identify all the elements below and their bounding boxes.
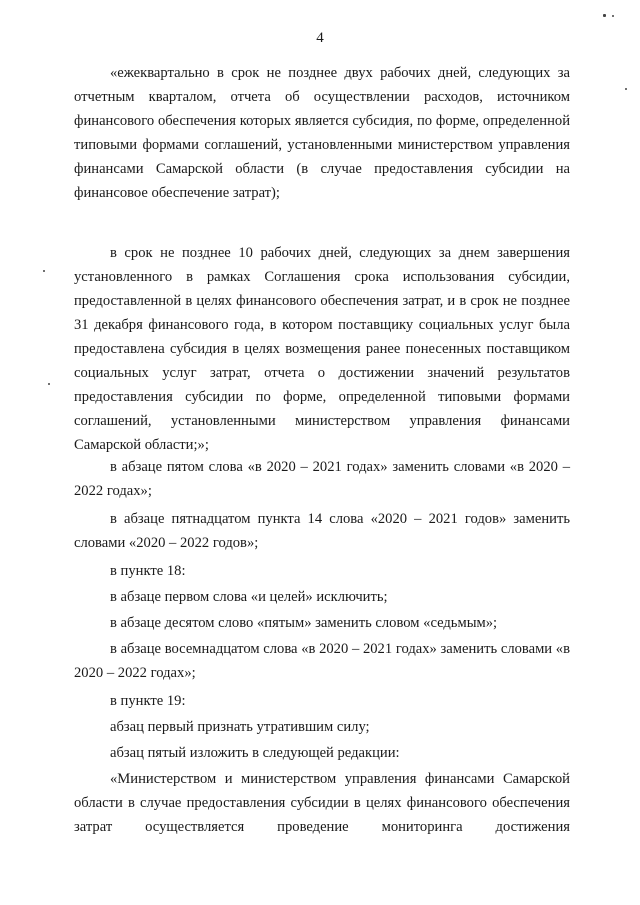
paragraph-punkt-18-abzac-1: в абзаце первом слова «и целей» исключить; [110,589,388,605]
paragraph-punkt-18-abzac-10: в абзаце десятом слово «пятым» заменить словом «седьмым»; [110,615,498,631]
paragraph-punkt-19-abzac-1: абзац первый признать утратившим силу; [110,719,370,735]
paragraph-punkt-19-abzac-5: абзац пятый изложить в следующей редакции: [110,745,400,761]
scan-speck [612,15,614,17]
scan-speck [603,14,606,17]
scan-speck [43,270,45,272]
page-number: 4 [316,30,324,46]
paragraph-monitoring-quote: «Министерством и министерством управления финансами Самарской области в случае предоставления субсидии в целях финансового обеспечения затрат осуществляется проведение мониторинга достижения [74,771,570,835]
paragraph-amend-abzac-5: в абзаце пятом слова «в 2020 – 2021 годах» заменить словами «в 2020 – 2022 годах»; [74,459,570,499]
paragraph-amend-punkt-14: в абзаце пятнадцатом пункта 14 слова «2020 – 2021 годов» заменить словами «2020 – 2022 годов»; [74,511,570,551]
scan-speck [625,88,627,90]
paragraph-reporting-deadline: в срок не позднее 10 рабочих дней, следующих за днем завершения установленного в рамках Соглашения срока использования субсидии, предоставленной в целях финансового обеспечения затрат, и в срок не позднее 31 декабря финансового года, в котором поставщику социальных услуг была предоставлена субсидия в целях возмещения ранее понесенных поставщиком социальных услуг затрат, отчета о достижении значений результатов предоставления субсидии по форме, определенной типовыми формами соглашений, установленными министерством управления финансами Самарской области;»; [74,245,570,453]
paragraph-punkt-19: в пункте 19: [110,693,186,709]
paragraph-reporting-quarterly: «ежеквартально в срок не позднее двух рабочих дней, следующих за отчетным кварталом, отчета об осуществлении расходов, источником финансового обеспечения которых является субсидия, по форме, определенной типовыми формами соглашений, установленными министерством управления финансами Самарской области (в случае предоставления субсидии на финансовое обеспечение затрат); [74,65,570,201]
scan-speck [48,383,50,385]
paragraph-punkt-18-abzac-18: в абзаце восемнадцатом слова «в 2020 – 2021 годах» заменить словами «в 2020 – 2022 годах»; [74,641,570,681]
paragraph-punkt-18: в пункте 18: [110,563,186,579]
